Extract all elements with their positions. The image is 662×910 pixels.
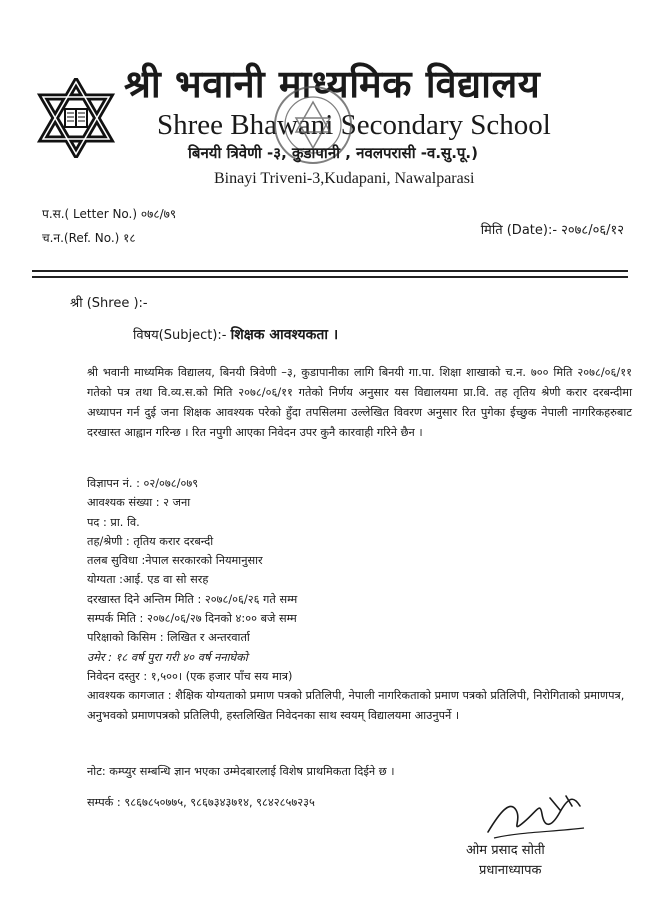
body-paragraph: श्री भवानी माध्यमिक विद्यालय, बिनयी त्रिवेणी –३, कुडापानीका लागि बिनयी गा.पा. शिक्षा शाखाको च.न. ७०० मिति २०७८/०६/११ गतेको पत्र तथा वि.व्य.स.को मिति २०७८/०६/११ गतेको निर्णय अनुसार यस विद्यालयमा प्रा.वि. तह तृतिय श्रेणी करार दरबन्दीमा अध्यापन गर्न दुई जना शिक्षक आवश्यक परेको हुँदा तपसिलमा उल्लेखित विवरण अनुसार रित पुगेका ईच्छुक नेपाली नागरिकहरुबाट दरखास्त आह्वान गरिन्छ । रित नपुगी आएका निवेदन उपर कुनै कारवाही गरिने छैन । [87, 366, 632, 439]
school-address-english: Binayi Triveni-3,Kudapani, Nawalparasi [214, 170, 475, 187]
subject-prefix: विषय(Subject):- [133, 328, 227, 343]
subject-text: शिक्षक आवश्यकता । [230, 327, 339, 343]
school-name-nepali: श्री भवानी माध्यमिक विद्यालय [124, 62, 541, 106]
detail-item: आवश्यक संख्या : २ जना [87, 496, 191, 510]
detail-item: पद : प्रा. वि. [87, 515, 140, 529]
vacancy-details [87, 474, 635, 725]
signatory-title: प्रधानाध्यापक [479, 863, 542, 878]
detail-item: तह/श्रेणी : तृतिय करार दरबन्दी [87, 534, 214, 548]
detail-item: विज्ञापन नं. : ०२/०७८/०७९ [87, 477, 199, 490]
letter-number: प.स.( Letter No.) ०७८/७९ [42, 207, 177, 221]
subject-line [133, 325, 338, 344]
school-name-english: Shree Bhawani Secondary School [157, 109, 551, 141]
header-divider-top [32, 270, 628, 272]
reference-number: च.न.(Ref. No.) १८ [42, 231, 136, 245]
letter-date: मिति (Date):- २०७८/०६/१२ [480, 223, 624, 238]
detail-item: योग्यता :आई. एड वा सो सरह [87, 573, 209, 587]
signature-icon [480, 792, 590, 842]
detail-item: दरखास्त दिने अन्तिम मिति : २०७८/०६/२६ गते सम्म [87, 592, 298, 606]
school-logo-icon [36, 78, 116, 158]
detail-item: परिक्षाको किसिम : लिखित र अन्तरवार्ता [87, 631, 250, 645]
note-text: नोट: कम्प्युर सम्बन्धि ज्ञान भएका उम्मेदबारलाई विशेष प्राथमिकता दिईने छ । [87, 765, 395, 778]
detail-item: सम्पर्क मिति : २०७८/०६/२७ दिनको ४:०० बजे सम्म [87, 612, 297, 626]
detail-item: उमेर : १८ वर्ष पुरा गरी ४० वर्ष ननाघेको [87, 650, 248, 664]
detail-item: तलब सुविधा :नेपाल सरकारको नियमानुसार [87, 554, 263, 568]
detail-item: निवेदन दस्तुर : १,५००। (एक हजार पाँच सय मात्र) [87, 669, 293, 683]
school-address-nepali: बिनयी त्रिवेणी -३, कुडापानी , नवलपरासी -व.सु.पू.) [188, 144, 478, 162]
salutation: श्री (Shree ):- [70, 296, 148, 311]
contact-numbers: सम्पर्क : ९८६७८५०७७५, ९८६७३४३७१४, ९८४२८५७२३५ [87, 796, 315, 809]
header-divider-bottom [32, 276, 628, 278]
signatory-name: ओम प्रसाद सोती [466, 843, 545, 858]
documents-required: आवश्यक कागजात : शैक्षिक योग्यताको प्रमाण पत्रको प्रतिलिपी, नेपाली नागरिकताको प्रमाण पत्रको प्रतिलिपी, निरोगिताको प्रमाणपत्र, अनुभवको प्रमाणपत्रको प्रतिलिपी, हस्तलिखित निवेदनका साथ स्वयम् विद्यालयमा आउनुपर्ने । [87, 689, 625, 722]
